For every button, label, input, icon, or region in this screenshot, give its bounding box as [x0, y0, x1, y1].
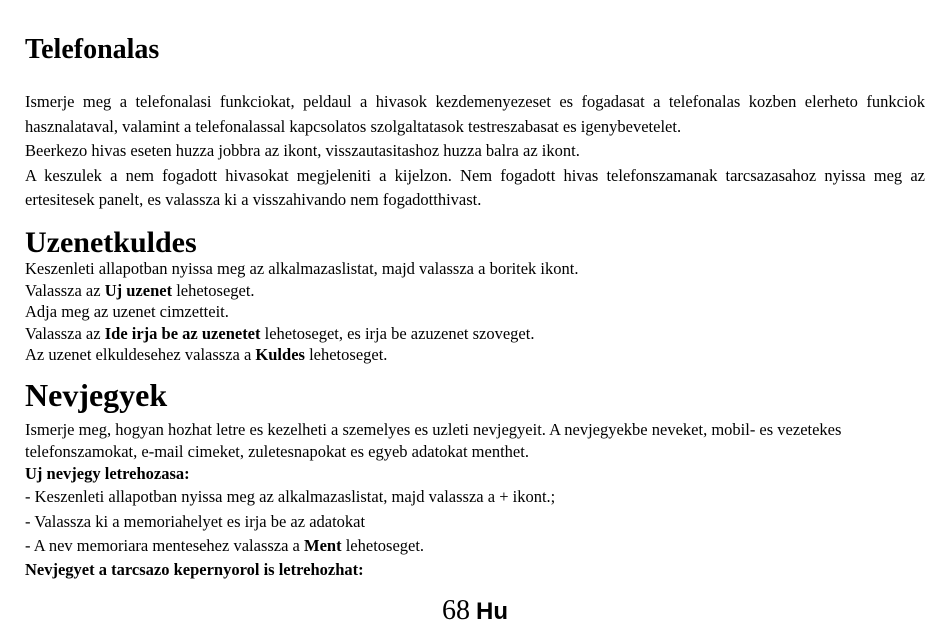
message-step-2: Valassza az Uj uzenet lehetoseget.	[25, 280, 255, 300]
message-step-3: Adja meg az uzenet cimzetteit.	[25, 302, 229, 321]
language-code: Hu	[476, 598, 508, 625]
paragraph-incoming-call: Beerkezo hivas eseten huzza jobbra az ikont, visszautasitashoz huzza balra az ikont.	[25, 141, 580, 160]
contact-step-3: - A nev memoriara mentesehez valassza a Ment lehetoseget.	[25, 536, 425, 555]
contact-step-1: - Keszenleti allapotban nyissa meg az alkalmazaslistat, majd valassza a + ikont.;	[25, 487, 556, 506]
contact-step-2: - Valassza ki a memoriahelyet es irja be az adatokat	[25, 511, 366, 531]
message-step-1: Keszenleti allapotban nyissa meg az alkalmazaslistat, majd valassza a boritek ikont.	[25, 259, 579, 278]
heading-uzenetkuldes: Uzenetkuldes	[25, 226, 197, 259]
section-telefonalas-body	[25, 90, 925, 213]
message-step-5: Az uzenet elkuldesehez valassza a Kuldes lehetoseget.	[25, 345, 388, 364]
subheading-new-contact: Uj nevjegy letrehozasa:	[25, 464, 190, 483]
page-number: 68	[442, 595, 470, 626]
section-nevjegyek-body	[25, 419, 925, 581]
heading-telefonalas: Telefonalas	[25, 34, 160, 65]
paragraph-missed-calls: A keszulek a nem fogadott hivasokat megjeleniti a kijelzon. Nem fogadott hivas telefonszamanak tarcsazasahoz nyissa meg az ertesitesek panelt, es valassza ki a visszahivando nem fogadotthivast.	[25, 165, 925, 209]
section-uzenetkuldes-body	[25, 258, 925, 366]
heading-nevjegyek: Nevjegyek	[25, 377, 168, 413]
paragraph-intro: Ismerje meg a telefonalasi funkciokat, peldaul a hivasok kezdemenyezeset es fogadasat a telefonalas kozben elerheto funkciok hasznalataval, valamint a telefonalassal kapcsolatos szolgaltatasok testreszabasat es igenybevetelet.	[25, 92, 925, 136]
page-footer	[0, 595, 950, 627]
contact-closing-note: Nevjegyet a tarcsazo kepernyorol is letrehozhat:	[25, 559, 364, 579]
message-step-4: Valassza az Ide irja be az uzenetet lehetoseget, es irja be azuzenet szoveget.	[25, 323, 535, 343]
paragraph-contacts-intro: Ismerje meg, hogyan hozhat letre es kezelheti a szemelyes es uzleti nevjegyeit. A nevjegyekbe neveket, mobil- es vezetekes telefonszamokat, e-mail cimeket, zuletesnapokat es egyeb adatokat menthet.	[25, 420, 842, 461]
